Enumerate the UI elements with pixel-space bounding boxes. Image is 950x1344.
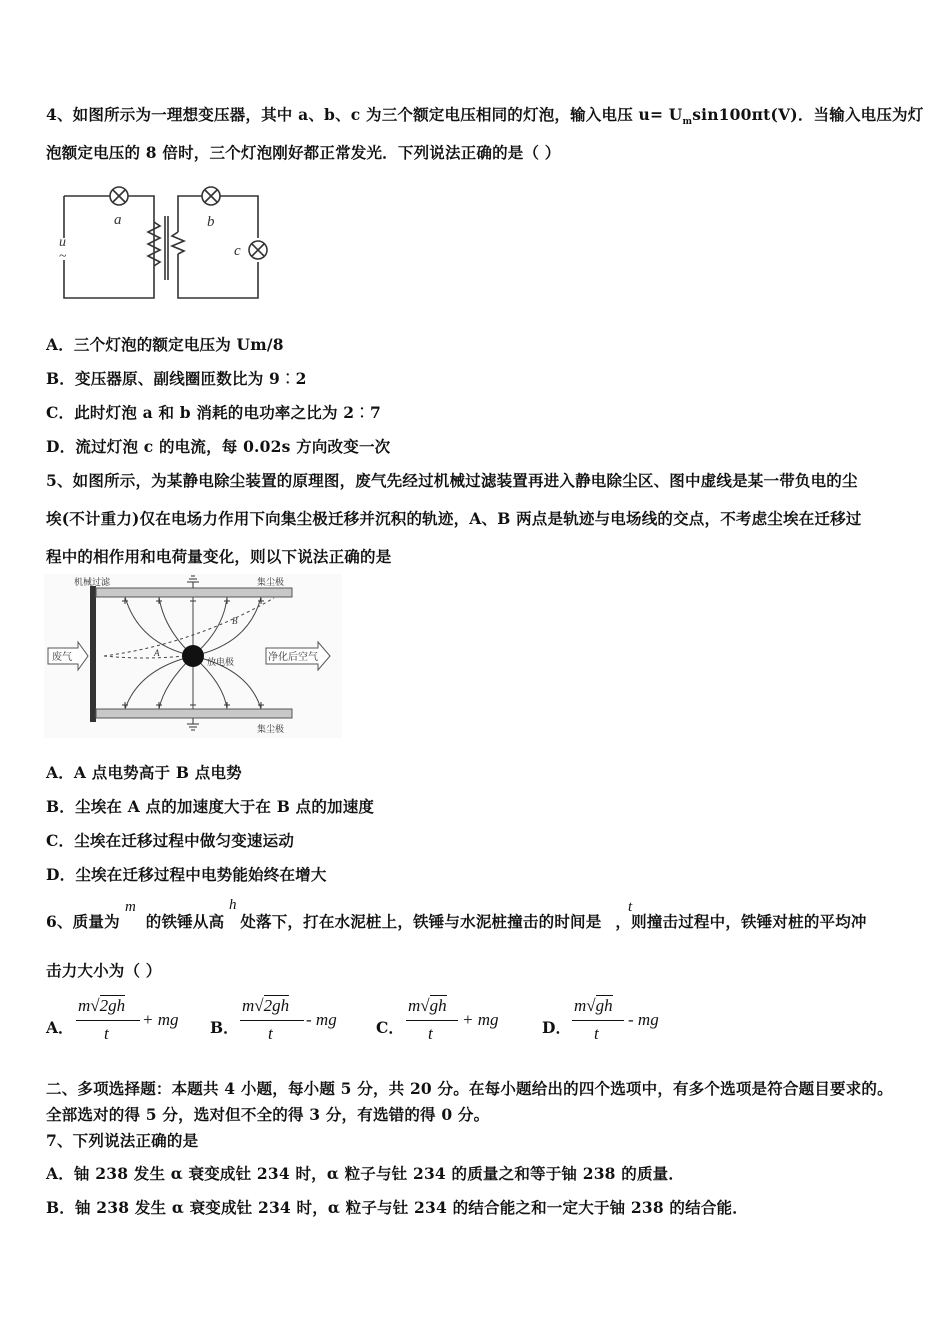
label-point-a: A	[154, 648, 160, 658]
q4-option-c[interactable]: C．此时灯泡 a 和 b 消耗的电功率之比为 2︰7	[46, 403, 381, 422]
q5-stem-line3: 程中的相作用和电荷量变化，则以下说法正确的是	[46, 547, 392, 566]
fraction-bar	[240, 1020, 304, 1021]
q6-option-c[interactable]: C． m√gh t + mg	[376, 996, 499, 1043]
q4-option-a[interactable]: A．三个灯泡的额定电压为 Um/8	[46, 335, 284, 354]
q6-stem-line1: 6、质量为 的铁锤从高 处落下，打在水泥桩上，铁锤与水泥桩撞击的时间是 ，则撞击过程中，铁锤对桩的平均冲	[46, 912, 867, 931]
label-clean-air: 净化后空气	[268, 652, 318, 663]
q5-stem-line2: 埃(不计重力)仅在电场力作用下向集尘极迁移并沉积的轨迹，A、B 两点是轨迹与电场线的交点，不考虑尘埃在迁移过	[46, 509, 862, 528]
q6-var-h: h	[229, 897, 237, 913]
q7-option-a[interactable]: A．铀 238 发生 α 衰变成钍 234 时，α 粒子与钍 234 的质量之和等于铀 238 的质量．	[46, 1164, 685, 1183]
label-tilde: ~	[59, 249, 67, 264]
q4-stem-line1: 4、如图所示为一理想变压器，其中 a、b、c 为三个额定电压相同的灯泡，输入电压 $u= U_m\sin 100\pi t(V)$．当输入电压为灯	[46, 105, 924, 128]
q6-var-t: t	[628, 899, 633, 915]
q4-stem-line2: 泡额定电压的 8 倍时，三个灯泡刚好都正常发光．下列说法正确的是（ ）	[46, 143, 561, 162]
label-u: u	[59, 235, 66, 250]
q5-option-a[interactable]: A．A 点电势高于 B 点电势	[46, 763, 242, 782]
q6-option-a[interactable]: A． m√2gh t + mg	[46, 996, 179, 1043]
q5-option-c[interactable]: C．尘埃在迁移过程中做匀变速运动	[46, 831, 295, 850]
q6-stem-line2: 击力大小为（ ）	[46, 961, 162, 980]
fraction: m√gh	[408, 996, 447, 1015]
label-c: c	[234, 243, 241, 259]
electrostatic-precipitator-figure	[44, 574, 342, 738]
section2-heading-line2: 全部选对的得 5 分，选对但不全的得 3 分，有选错的得 0 分。	[46, 1105, 490, 1124]
fraction-bar	[76, 1020, 140, 1021]
label-collector-bottom: 集尘极	[257, 725, 285, 735]
section2-heading-line1: 二、多项选择题：本题共 4 小题，每小题 5 分，共 20 分。在每小题给出的四个选项中，有多个选项是符合题目要求的。	[46, 1079, 893, 1098]
q4-option-d[interactable]: D．流过灯泡 c 的电流，每 0.02s 方向改变一次	[46, 437, 391, 456]
q6-option-b[interactable]: B． m√2gh t - mg	[210, 996, 337, 1043]
q5-option-d[interactable]: D．尘埃在迁移过程中电势能始终在增大	[46, 865, 327, 884]
q4-option-b[interactable]: B．变压器原、副线圈匝数比为 9︰2	[46, 369, 307, 388]
label-collector-top: 集尘极	[257, 578, 285, 588]
fraction-bar	[572, 1020, 624, 1021]
label-exhaust: 废气	[52, 652, 72, 663]
q5-option-b[interactable]: B．尘埃在 A 点的加速度大于在 B 点的加速度	[46, 797, 375, 816]
fraction: m√2gh	[78, 996, 126, 1015]
q6-var-m: m	[125, 899, 136, 915]
fraction: m√gh	[574, 996, 613, 1015]
label-discharge: 放电极	[207, 658, 235, 668]
q6-option-d[interactable]: D． m√gh t - mg	[542, 996, 659, 1043]
label-filter: 机械过滤	[74, 578, 111, 588]
label-point-b: B	[232, 616, 238, 626]
q7-stem: 7、下列说法正确的是	[46, 1131, 199, 1150]
label-a: a	[114, 212, 122, 228]
fraction: m√2gh	[242, 996, 290, 1015]
transformer-circuit-figure	[54, 180, 280, 306]
fraction-bar	[406, 1020, 458, 1021]
q5-stem-line1: 5、如图所示，为某静电除尘装置的原理图，废气先经过机械过滤装置再进入静电除尘区、图中虚线是某一带负电的尘	[46, 471, 858, 490]
q7-option-b[interactable]: B．铀 238 发生 α 衰变成钍 234 时，α 粒子与钍 234 的结合能之和一定大于铀 238 的结合能．	[46, 1198, 748, 1217]
label-b: b	[207, 214, 215, 230]
